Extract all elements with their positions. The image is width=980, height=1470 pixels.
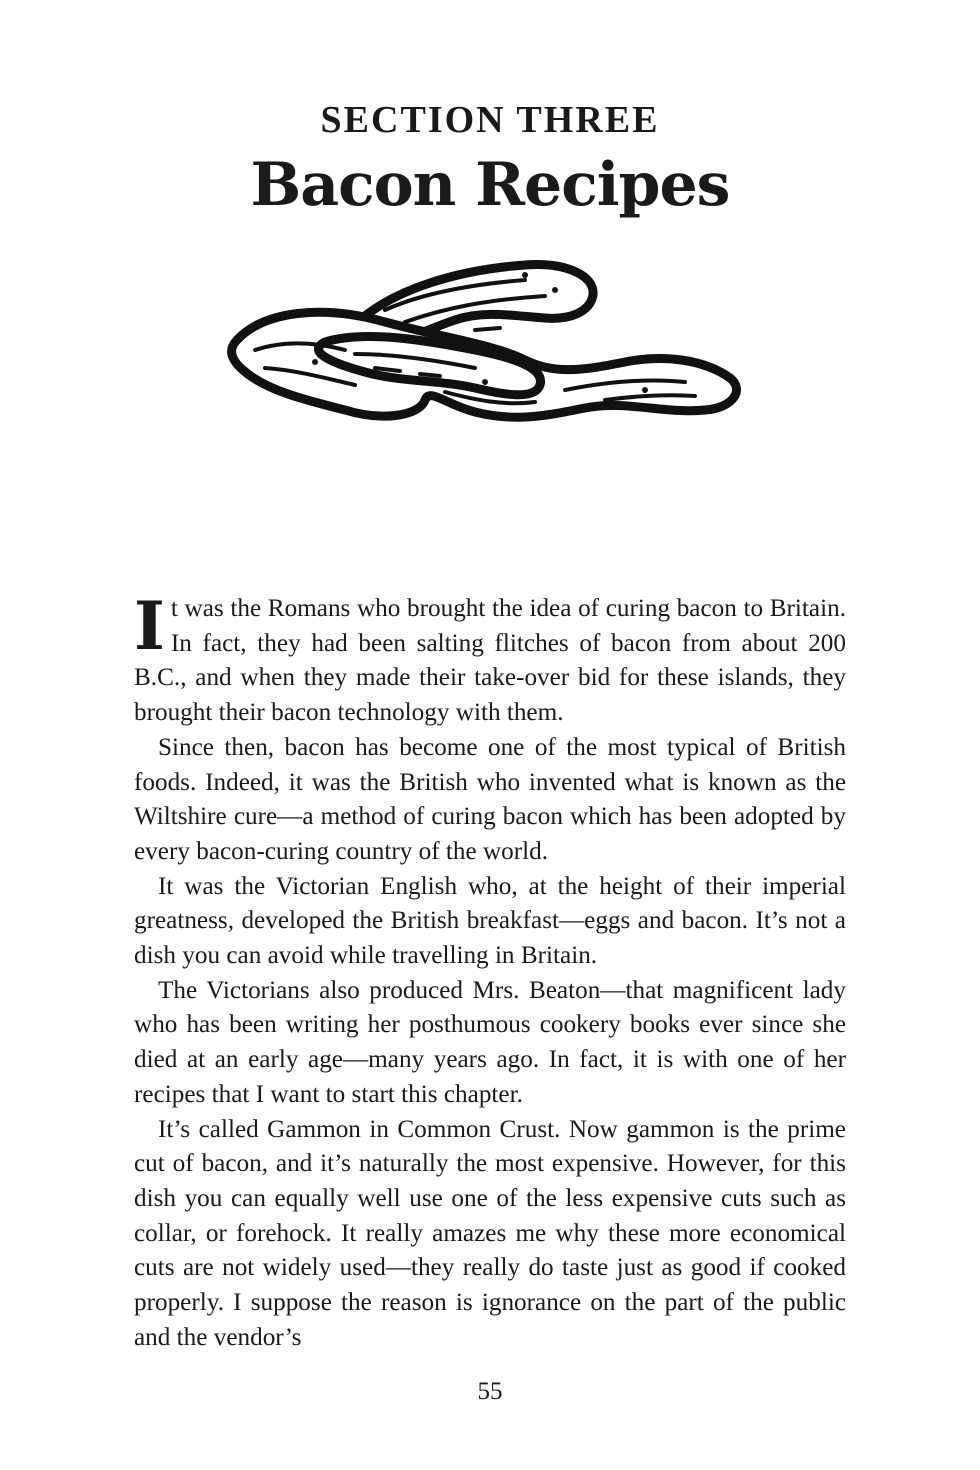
section-label: SECTION THREE: [320, 99, 660, 141]
paragraph-1-text: t was the Romans who brought the idea of curing bacon to Britain. In fact, they had been salting flitches of bacon from about 200 B.C., and when they made their take-over bid for these islands, they brought their bacon technology with them.: [134, 595, 846, 727]
paragraph-4: The Victorians also produced Mrs. Beaton—that magnificent lady who has been writing her posthumous cookery books ever since she died at an early age—many years ago. In fact, it is with one of her recipes that I want to start this chapter.: [134, 976, 846, 1108]
chapter-title: Bacon Recipes: [250, 150, 730, 220]
page-number: 55: [477, 1378, 503, 1405]
paragraph-3: It was the Victorian English who, at the height of their imperial greatness, developed the British breakfast—eggs and bacon. It’s not a dish you can avoid while travelling in Britain.: [134, 872, 846, 970]
drop-cap: I: [134, 587, 165, 665]
paragraph-5: It’s called Gammon in Common Crust. Now gammon is the prime cut of bacon, and it’s naturally the most expensive. However, for this dish you can equally well use one of the less expensive cuts such as collar, or forehock. It really amazes me why these more economical cuts are not widely used—they really do taste just as good if cooked properly. I suppose the reason is ignorance on the part of the public and the vendor’s: [134, 1115, 846, 1351]
paragraph-2: Since then, bacon has become one of the most typical of British foods. Indeed, it was the British who invented what is known as the Wiltshire cure—a method of curing bacon which has been adopted by every bacon-curing country of the world.: [134, 733, 846, 865]
bacon-strips-illustration: [225, 250, 750, 435]
paragraph-1: [134, 587, 846, 731]
body-text: [134, 587, 846, 1355]
